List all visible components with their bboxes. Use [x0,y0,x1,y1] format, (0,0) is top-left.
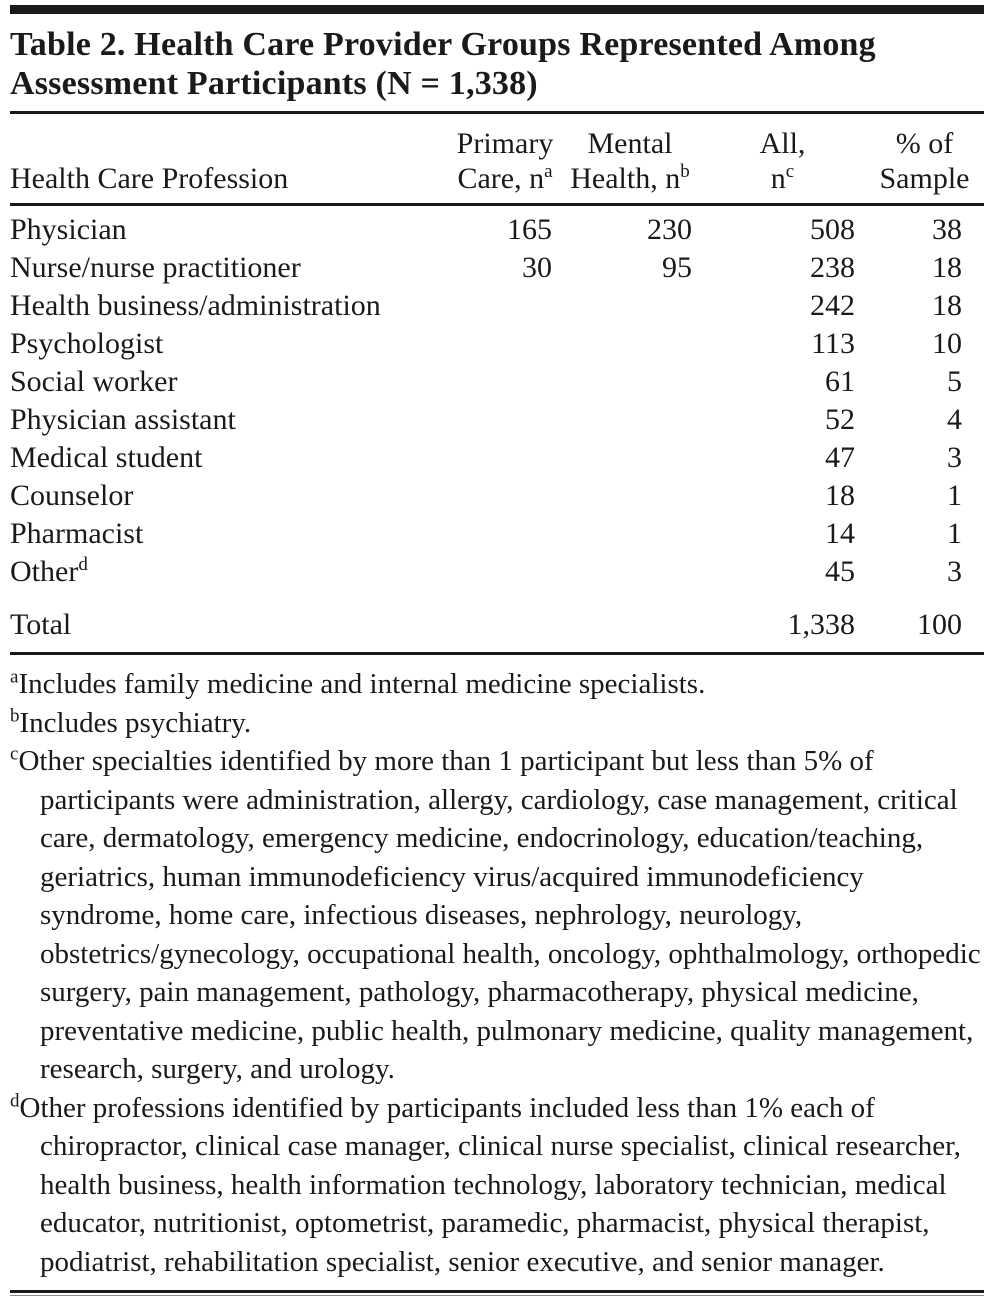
mental-health-cell [560,401,700,439]
primary-care-cell [450,401,560,439]
header-line [450,161,560,196]
primary-care-cell [450,439,560,477]
footnote-text: Other professions identified by participants included less than 1% each of chiropractor, clinical case manager, clinical nurse specialist, clinical researcher, health business, health information technology, laboratory technician, medical educator, nutritionist, optometrist, paramedic, pharmacist, physical therapist, podiatrist, rehabilitation specialist, senior executive, and senior manager. [19,1091,961,1278]
mental-health-cell [560,325,700,363]
mental-health-cell [560,439,700,477]
table-row [10,287,984,325]
table-row [10,477,984,515]
column-header-pct-of-sample [865,113,984,205]
pct-cell: 10 [932,327,962,360]
profession-cell [10,287,450,325]
table-figure [0,5,994,1296]
footnote-marker: b [10,704,20,726]
table-header [10,113,984,205]
total-pct-cell: 100 [917,608,962,641]
table-row [10,515,984,553]
table-row [10,363,984,401]
profession-label: Health business/administration [10,289,381,322]
profession-label: Other [10,555,79,588]
header-line: Sample [879,162,970,195]
primary-care-cell [450,515,560,553]
top-rule-bar [10,5,984,14]
all-n-cell: 45 [825,555,855,588]
table-row [10,325,984,363]
primary-care-cell [450,477,560,515]
table-row [10,439,984,477]
table-row [10,401,984,439]
mental-health-cell [560,363,700,401]
pct-cell: 1 [947,517,962,550]
footnote-a [10,665,984,704]
footnote-b [10,704,984,743]
mental-health-cell [560,477,700,515]
header-line [560,161,700,196]
column-header-primary-care [450,113,560,205]
table-body [10,205,984,654]
all-n-cell: 18 [825,479,855,512]
profession-cell [10,249,450,287]
pct-cell: 3 [947,555,962,588]
table-row [10,553,984,591]
profession-cell [10,553,450,591]
primary-care-cell [450,553,560,591]
footnote-marker: a [10,666,19,688]
all-n-cell: 61 [825,365,855,398]
footnote-c [10,742,984,1089]
profession-label: Counselor [10,479,134,512]
footnote-marker: d [10,1089,20,1111]
profession-label: Physician assistant [10,403,236,436]
profession-cell [10,205,450,250]
pct-cell: 3 [947,441,962,474]
mental-health-cell [560,287,700,325]
pct-cell: 4 [947,403,962,436]
header-line: Primary [456,127,554,160]
column-header-mental-health [560,113,700,205]
all-n-cell: 14 [825,517,855,550]
mental-health-cell: 95 [662,251,692,284]
profession-label: Pharmacist [10,517,144,550]
profession-cell [10,477,450,515]
mental-health-cell [560,553,700,591]
primary-care-cell: 165 [507,213,552,246]
all-n-cell: 242 [810,289,855,322]
footnote-text: Other specialties identified by more than 1 participant but less than 5% of participants were administration, allergy, cardiology, case management, critical care, dermatology, emergency medicine, endocrinology, education/teaching, geriatrics, human immunodeficiency virus/acquired immunodeficiency syndrome, home care, infectious diseases, nephrology, neurology, obstetrics/gynecology, occupational health, oncology, ophthalmology, orthopedic surgery, pain management, pathology, pharmacotherapy, physical medicine, preventative medicine, public health, pulmonary medicine, quality management, research, surgery, and urology. [18,745,981,1085]
profession-cell [10,363,450,401]
mental-health-cell [560,515,700,553]
all-n-cell: 52 [825,403,855,436]
primary-care-cell [450,591,560,654]
provider-table [10,111,984,655]
header-text: n [770,162,786,195]
footnote-marker: c [10,743,19,765]
footnote-text: Includes family medicine and internal medicine specialists. [18,668,706,700]
profession-label: Physician [10,213,127,246]
primary-care-cell [450,363,560,401]
total-row [10,591,984,654]
pct-cell: 18 [932,251,962,284]
footnote-d [10,1089,984,1282]
all-n-cell: 238 [810,251,855,284]
table-row [10,249,984,287]
footnote-marker-a: a [544,161,553,182]
column-header-profession: Health Care Profession [10,113,450,205]
header-line: All, [759,127,806,160]
mental-health-cell: 230 [647,213,692,246]
pct-cell: 18 [932,289,962,322]
all-n-cell: 47 [825,441,855,474]
footnote-marker-c: c [785,161,795,182]
total-label-cell: Total [10,608,72,641]
total-all-n-cell: 1,338 [787,608,855,641]
header-text: Care, n [457,162,545,195]
footnote-marker-d: d [78,554,88,575]
footnote-marker-b: b [680,161,690,182]
bottom-rule [10,1290,984,1296]
profession-cell [10,515,450,553]
all-n-cell: 508 [810,213,855,246]
profession-label: Social worker [10,365,178,398]
header-line: Mental [587,127,673,160]
header-text: Health, n [570,162,681,195]
profession-label: Psychologist [10,327,164,360]
header-line: % of [895,127,954,160]
profession-cell [10,401,450,439]
profession-label: Nurse/nurse practitioner [10,251,301,284]
table-row [10,205,984,250]
footnotes-section [10,665,984,1281]
footnote-text: Includes psychiatry. [19,706,252,739]
table-title: Table 2. Health Care Provider Groups Represented Among Assessment Participants (N = 1,338) [10,26,876,102]
mental-health-cell [560,591,700,654]
primary-care-cell: 30 [522,251,552,284]
profession-cell [10,439,450,477]
profession-cell [10,325,450,363]
header-row [10,113,984,205]
pct-cell: 38 [932,213,962,246]
pct-cell: 5 [947,365,962,398]
pct-cell: 1 [947,479,962,512]
all-n-cell: 113 [811,327,855,360]
profession-label: Medical student [10,441,203,474]
primary-care-cell [450,325,560,363]
column-header-all [700,113,865,205]
header-line [700,161,865,196]
primary-care-cell [450,287,560,325]
